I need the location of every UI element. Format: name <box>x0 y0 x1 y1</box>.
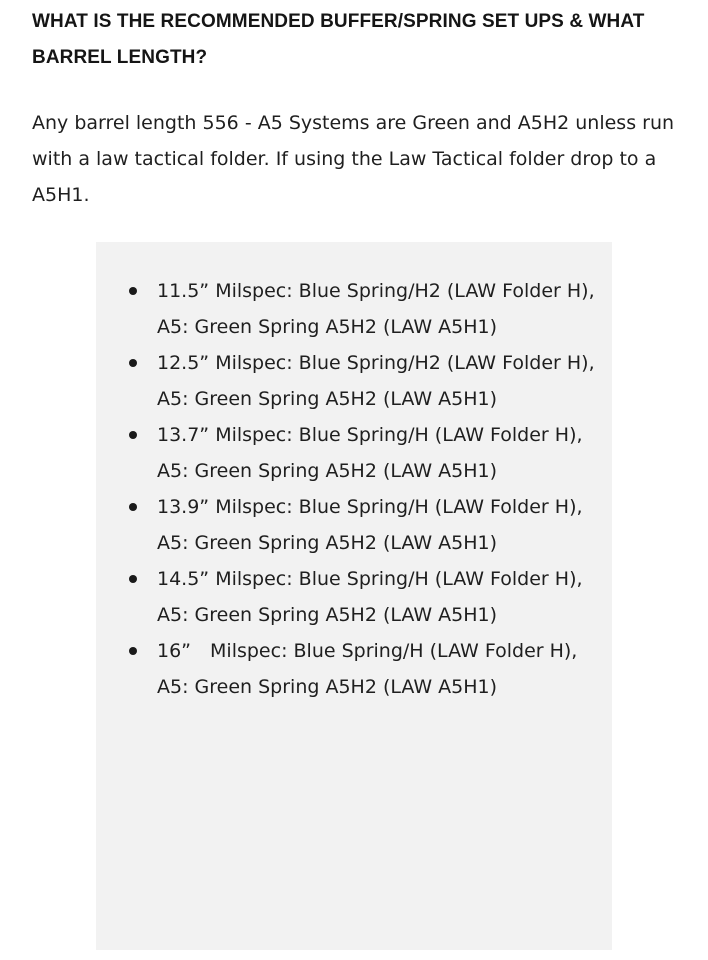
list-item <box>96 561 612 633</box>
page-heading: WHAT IS THE RECOMMENDED BUFFER/SPRING SET UPS & WHAT BARREL LENGTH? <box>32 11 645 68</box>
list-item-text: 11.5” Milspec: Blue Spring/H2 (LAW Folder H), A5: Green Spring A5H2 (LAW A5H1) <box>157 280 595 338</box>
bullet-icon <box>129 431 137 439</box>
list-item-text: 14.5” Milspec: Blue Spring/H (LAW Folder H), A5: Green Spring A5H2 (LAW A5H1) <box>157 568 583 626</box>
list-item <box>96 633 612 705</box>
list-item <box>96 417 612 489</box>
bullet-icon <box>129 359 137 367</box>
list-item-text: 13.9” Milspec: Blue Spring/H (LAW Folder H), A5: Green Spring A5H2 (LAW A5H1) <box>157 496 583 554</box>
intro-paragraph: Any barrel length 556 - A5 Systems are Green and A5H2 unless run with a law tactical folder. If using the Law Tactical folder drop to a A5H1. <box>32 112 675 206</box>
list-item <box>96 489 612 561</box>
list-item-text: 13.7” Milspec: Blue Spring/H (LAW Folder H), A5: Green Spring A5H2 (LAW A5H1) <box>157 424 583 482</box>
bullet-icon <box>129 287 137 295</box>
bullet-icon <box>129 647 137 655</box>
list-item <box>96 273 612 345</box>
barrel-length-list <box>96 273 612 705</box>
list-item-text: 12.5” Milspec: Blue Spring/H2 (LAW Folder H), A5: Green Spring A5H2 (LAW A5H1) <box>157 352 595 410</box>
spring-setup-box <box>96 242 612 950</box>
list-item-text: 16” Milspec: Blue Spring/H (LAW Folder H), A5: Green Spring A5H2 (LAW A5H1) <box>157 640 578 698</box>
list-item <box>96 345 612 417</box>
bullet-icon <box>129 503 137 511</box>
bullet-icon <box>129 575 137 583</box>
